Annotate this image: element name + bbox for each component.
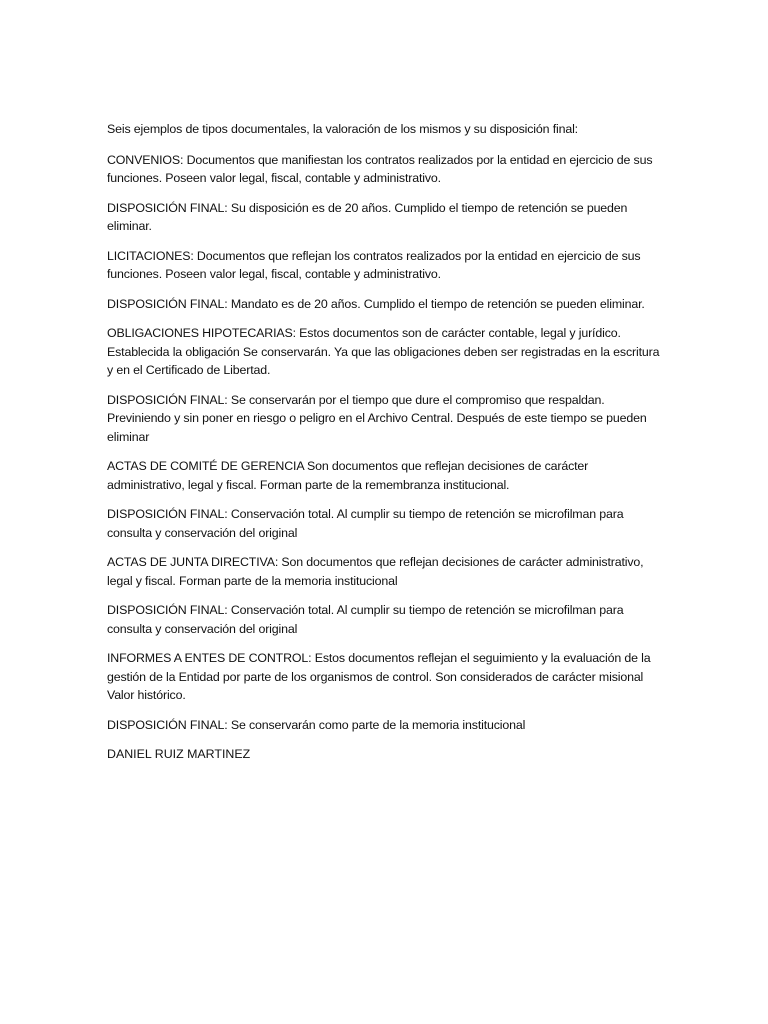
obligaciones-paragraph: OBLIGACIONES HIPOTECARIAS: Estos documentos son de carácter contable, legal y jurídico. Establecida la obligación Se conservarán. Ya que las obligaciones deben ser registradas en la escritura y en el Certificado de Libertad.	[107, 326, 660, 377]
actas-junta-disposition-paragraph: DISPOSICIÓN FINAL: Conservación total. Al cumplir su tiempo de retención se microfilman para consulta y conservación del original	[107, 603, 624, 636]
obligaciones-disposition-paragraph: DISPOSICIÓN FINAL: Se conservarán por el tiempo que dure el compromiso que respaldan. Previniendo y sin poner en riesgo o peligro en el Archivo Central. Después de este tiempo se pueden eliminar	[107, 392, 647, 444]
author-name: DANIEL RUIZ MARTINEZ	[107, 747, 251, 761]
actas-comite-disposition-paragraph: DISPOSICIÓN FINAL: Conservación total. Al cumplir su tiempo de retención se microfilman para consulta y conservación del original	[107, 507, 624, 540]
intro-paragraph: Seis ejemplos de tipos documentales, la valoración de los mismos y su disposición final:	[107, 122, 578, 136]
convenios-paragraph: CONVENIOS: Documentos que manifiestan los contratos realizados por la entidad en ejercicio de sus funciones. Poseen valor legal, fiscal, contable y administrativo.	[107, 152, 653, 185]
document-page	[107, 120, 667, 764]
actas-junta-paragraph: ACTAS DE JUNTA DIRECTIVA: Son documentos que reflejan decisiones de carácter administrativo, legal y fiscal. Forman parte de la memoria institucional	[107, 555, 644, 588]
convenios-disposition-paragraph: DISPOSICIÓN FINAL: Su disposición es de 20 años. Cumplido el tiempo de retención se pueden eliminar.	[107, 200, 628, 233]
informes-paragraph: INFORMES A ENTES DE CONTROL: Estos documentos reflejan el seguimiento y la evaluación de la gestión de la Entidad por parte de los organismos de control. Son considerados de carácter misional Valor histórico.	[107, 651, 651, 702]
informes-disposition-paragraph: DISPOSICIÓN FINAL: Se conservarán como parte de la memoria institucional	[107, 717, 526, 732]
actas-comite-paragraph: ACTAS DE COMITÉ DE GERENCIA Son documentos que reflejan decisiones de carácter administrativo, legal y fiscal. Forman parte de la remembranza institucional.	[107, 459, 589, 492]
licitaciones-disposition-paragraph: DISPOSICIÓN FINAL: Mandato es de 20 años. Cumplido el tiempo de retención se pueden eliminar.	[107, 296, 645, 311]
licitaciones-paragraph: LICITACIONES: Documentos que reflejan los contratos realizados por la entidad en ejercicio de sus funciones. Poseen valor legal, fiscal, contable y administrativo.	[107, 248, 641, 281]
